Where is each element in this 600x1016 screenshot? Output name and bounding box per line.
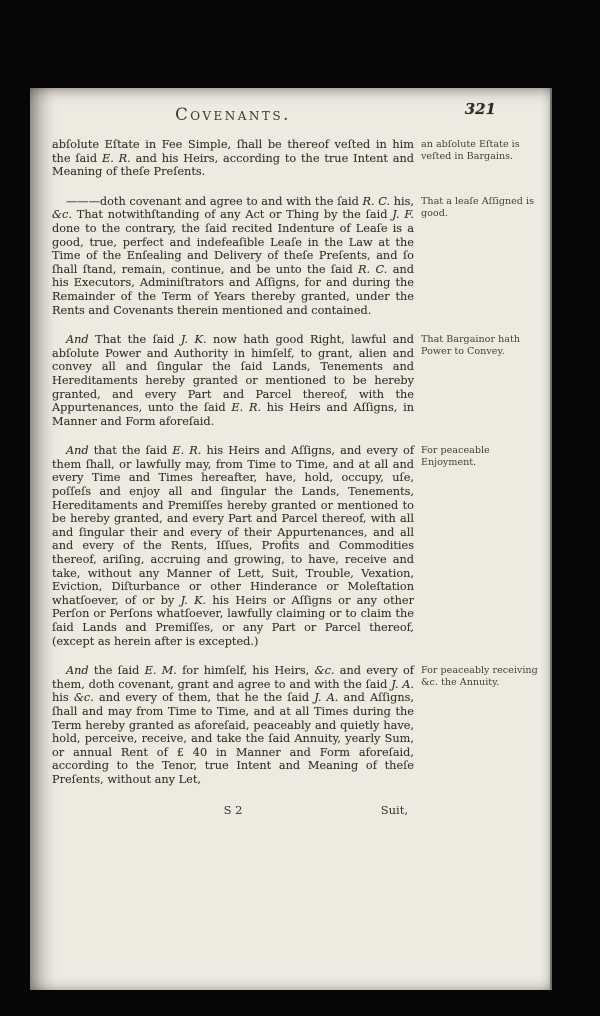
body-text: his Heirs and Aſſigns, in Manner and Form aforeſaid. bbox=[52, 401, 414, 428]
body-text: the ſaid bbox=[88, 664, 145, 678]
italic-text: E. R. bbox=[172, 444, 202, 458]
body-text: that the ſaid bbox=[88, 444, 173, 458]
body-text: his, bbox=[390, 194, 414, 208]
catchword: Suit, bbox=[380, 802, 408, 817]
italic-text: J. A. bbox=[391, 677, 414, 691]
body-text: and every of them, doth covenant, grant and agree to and with the ſaid bbox=[52, 664, 414, 691]
body-text: and his Heirs, according to the true Intent and Meaning of theſe Preſents. bbox=[52, 151, 414, 179]
body-text: and his Executors, Adminiſtrators and Aſſigns, for and during the Remainder of the Term of Years thereby granted, under the Rents and Covenants therein mentioned and contained. bbox=[52, 262, 414, 317]
paragraph-row bbox=[52, 444, 538, 648]
body-text: his Heirs or Aſſigns or any other Perſon or Perſons whatſoever, lawfully claiming or to claim the ſaid Lands and Premiſſes, or any Part or Parcel thereof, (except as herein after is excepted.) bbox=[52, 593, 414, 648]
italic-text: E. M. bbox=[144, 664, 177, 678]
italic-text: R. C. bbox=[358, 262, 388, 276]
paragraph-text bbox=[52, 333, 414, 428]
body-text: and every of them, that he the ſaid bbox=[93, 691, 315, 705]
italic-text: J. A. bbox=[314, 691, 339, 705]
paragraph-text bbox=[52, 195, 414, 317]
italic-text: J. F. bbox=[392, 208, 414, 222]
signature-mark: S 2 bbox=[223, 802, 243, 817]
body-text: his bbox=[52, 691, 74, 705]
body-text: That notwithſtanding of any Act or Thing by the ſaid bbox=[71, 208, 393, 222]
italic-text: E. R. bbox=[231, 401, 262, 415]
paragraph-text bbox=[52, 138, 414, 179]
margin-note: That Bargainor hath Power to Convey. bbox=[421, 334, 521, 357]
body-text: abſolute Eſtate in Fee Simple, ſhall be thereof veſted in him the ſaid bbox=[52, 138, 414, 165]
italic-text: And bbox=[66, 333, 89, 347]
italic-text: J. K. bbox=[180, 593, 207, 607]
running-title: Covenants. bbox=[175, 105, 291, 124]
body-text: now hath good Right, lawful and abſolute Power and Authority in himſelf, to grant, alien and convey all and ſingular the ſaid Lands, Tenements and Hereditaments hereby granted or mentioned to be hereby granted, and every Part and Parcel thereof, with the Appurtenances, unto the ſaid bbox=[52, 333, 414, 415]
paragraph-row bbox=[52, 333, 538, 428]
body-text: his Heirs and Aſſigns, and every of them ſhall, or lawfully may, from Time to Time, and at all and every Time and Times hereafter, have, hold, occupy, uſe, poſſeſs and enjoy all and ſingular the Lands, Tenements, Hereditaments and Premiſſes hereby granted or mentioned to be hereby granted, and every Part and Parcel thereof, with all and ſingular their and every of their Appurtenances, and all and every of the Rents, Iſſues, Profits and Commodities thereof, ariſing, accruing and growing, to have, receive and take, without any Manner of Lett, Suit, Trouble, Vexation, Eviction, Diſturbance or other Hinderance or Moleſtation whatſoever, of or by bbox=[52, 444, 415, 607]
page-number: 321 bbox=[464, 100, 496, 118]
paragraph-row bbox=[52, 664, 538, 786]
italic-text: And bbox=[66, 444, 89, 458]
book-page bbox=[30, 88, 552, 990]
margin-note: That a leaſe Aſſigned is good. bbox=[421, 195, 534, 219]
italic-text: &c. bbox=[314, 664, 335, 678]
margin-note: For peaceable Enjoyment. bbox=[421, 445, 490, 469]
italic-text: And bbox=[66, 664, 89, 678]
body-text: ———doth covenant and agree to and with the ſaid bbox=[66, 194, 363, 208]
paragraph-row bbox=[52, 138, 538, 179]
paragraph-text bbox=[52, 664, 414, 786]
italic-text: &c. bbox=[52, 208, 72, 222]
italic-text: &c. bbox=[73, 691, 94, 705]
page-header bbox=[30, 88, 550, 138]
page-footer bbox=[52, 803, 414, 817]
margin-note: an abſolute Eſtate is veſted in Bargains. bbox=[421, 139, 520, 162]
margin-note: For peaceably receiving &c. the Annuity. bbox=[421, 665, 538, 688]
body-text: done to the contrary, the ſaid recited Indenture of Leaſe is a good, true, perfect and indefeaſible Leaſe in the Law at the Time of the Enſealing and Delivery of theſe Preſents, and ſo ſhall ſtand, remain, continue, and be unto the ſaid bbox=[52, 221, 414, 276]
italic-text: J. K. bbox=[180, 333, 207, 347]
page-body bbox=[30, 138, 550, 787]
paragraph-row bbox=[52, 195, 538, 317]
italic-text: R. C. bbox=[362, 194, 391, 208]
body-text: for himſelf, his Heirs, bbox=[176, 664, 315, 678]
paragraph-text bbox=[52, 444, 414, 648]
body-text: That the ſaid bbox=[88, 333, 181, 347]
italic-text: E. R. bbox=[101, 151, 131, 165]
body-text: and Aſſigns, ſhall and may from Time to Time, and at all Times during the Term hereby granted as aforeſaid, peaceably and quietly have, hold, perceive, receive, and take the ſaid Annuity, yearly Sum, or annual Rent of £ 40 in Manner and Form aforeſaid, according to the Tenor, true Intent and Meaning of theſe Preſents, without any Let, bbox=[52, 691, 414, 786]
